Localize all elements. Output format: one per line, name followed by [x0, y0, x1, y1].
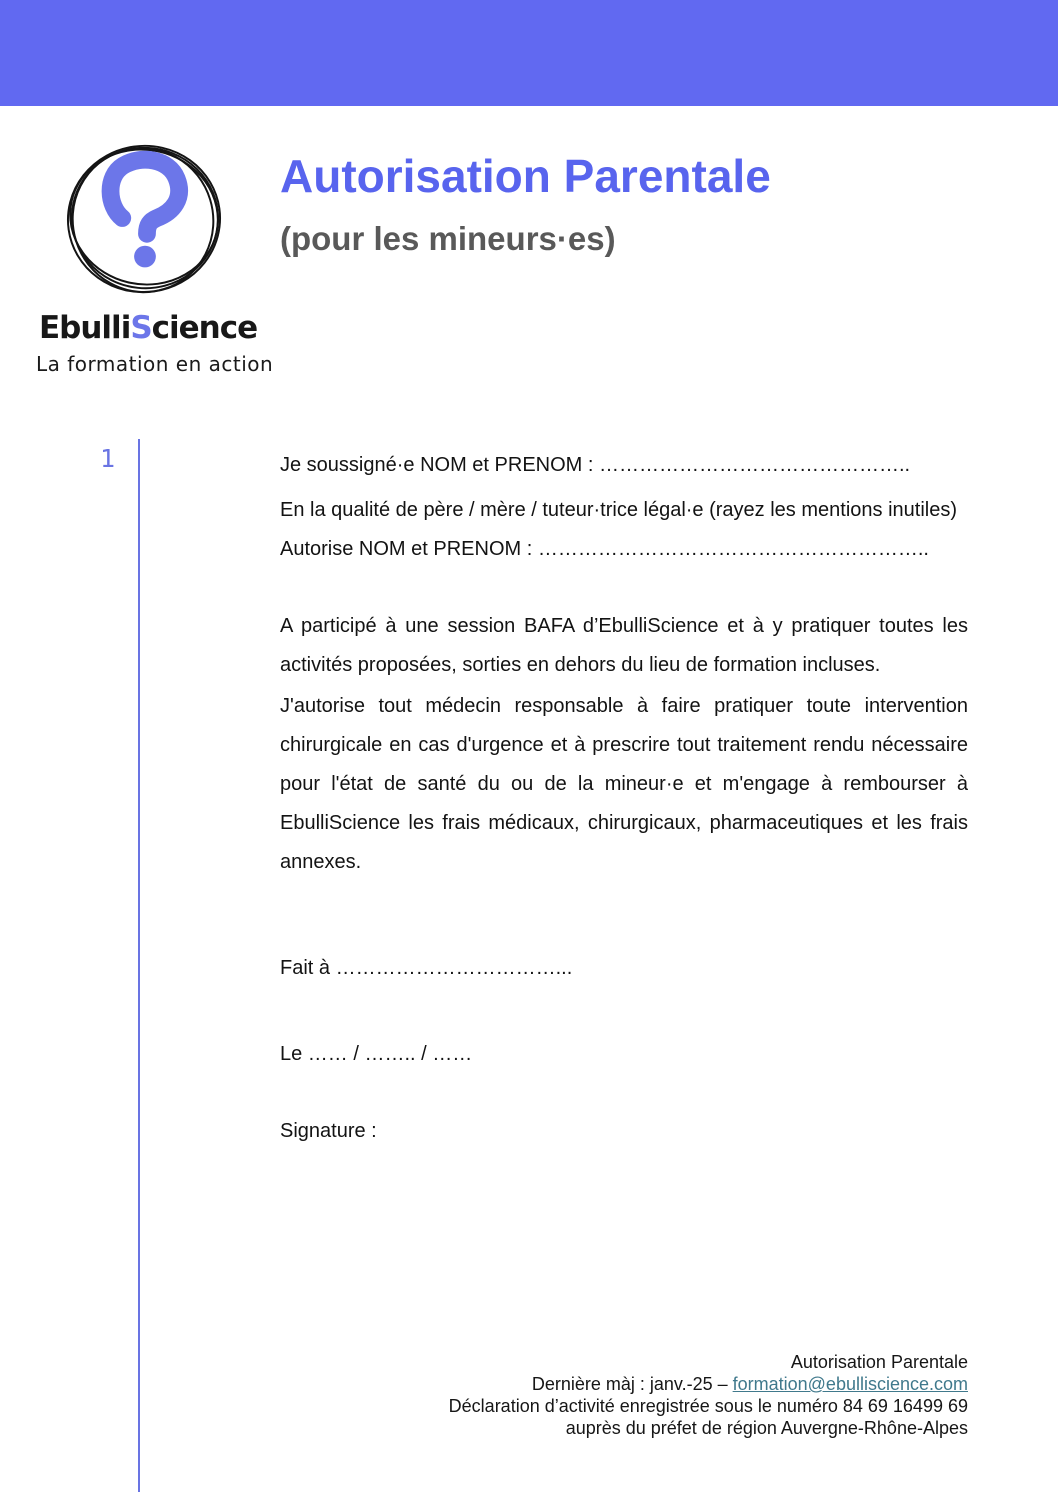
document-footer — [449, 1351, 968, 1439]
body-line-signature: Signature : — [280, 1120, 377, 1142]
wordmark-accent-letter: S — [130, 310, 152, 346]
document-body — [280, 446, 968, 1151]
vertical-rule — [138, 439, 140, 1492]
body-line-fait-a: Fait à ……………………………... — [280, 957, 573, 979]
body-paragraph-autorise: Autorise NOM et PRENOM : ………………………………………………….. — [280, 538, 929, 560]
logo-tagline: La formation en action — [36, 352, 274, 376]
body-paragraph-participation: A participé à une session BAFA d’EbulliScience et à y pratiquer toutes les activités proposées, sorties en dehors du lieu de formation incluses. — [280, 615, 968, 676]
question-mark-dot — [134, 246, 156, 268]
body-paragraph-qualite: En la qualité de père / mère / tuteur·trice légal·e (rayez les mentions inutiles) — [280, 499, 957, 521]
wordmark-prefix: Ebulli — [39, 310, 131, 346]
logo-question-mark-icon — [60, 140, 228, 300]
logo-wordmark — [39, 310, 257, 346]
footer-title: Autorisation Parentale — [790, 1352, 968, 1372]
footer-prefecture: auprès du préfet de région Auvergne-Rhône-Alpes — [565, 1418, 968, 1438]
body-paragraph-soussigne: Je soussigné·e NOM et PRENOM : ……………………………………….. — [280, 454, 911, 476]
footer-maj-line — [449, 1373, 968, 1395]
page-number: 1 — [100, 444, 116, 473]
footer-declaration: Déclaration d’activité enregistrée sous le numéro 84 69 16499 69 — [448, 1396, 968, 1416]
header-band — [0, 0, 1058, 106]
body-line-date: Le …… / …….. / …… — [280, 1043, 473, 1065]
document-subtitle: (pour les mineurs·es) — [280, 220, 616, 257]
document-title: Autorisation Parentale — [280, 150, 771, 202]
body-paragraph-medical: J'autorise tout médecin responsable à faire pratiquer toute intervention chirurgicale en cas d'urgence et à prescrire tout traitement rendu nécessaire pour l'état de santé du ou de la mineur·e et m'engage à rembourser à EbulliScience les frais médicaux, chirurgicaux, pharmaceutiques et les frais annexes. — [280, 695, 968, 873]
footer-maj-text: Dernière màj : janv.-25 – — [531, 1374, 733, 1394]
wordmark-suffix: cience — [151, 310, 258, 346]
email-link[interactable]: formation@ebulliscience.com — [732, 1374, 968, 1394]
